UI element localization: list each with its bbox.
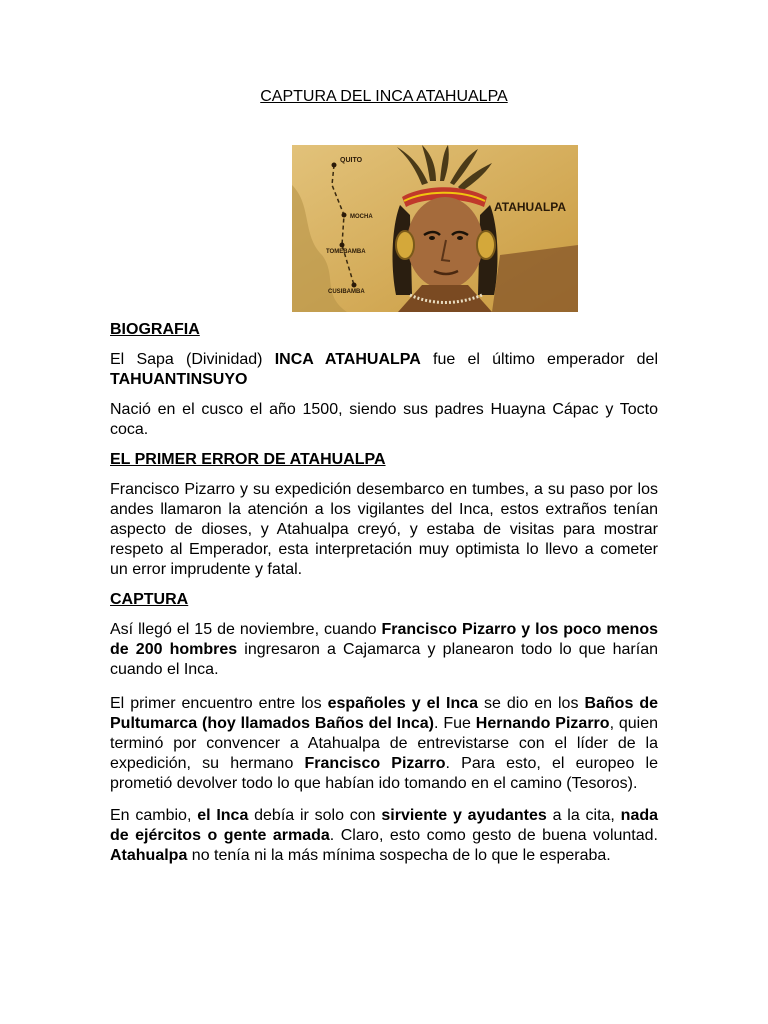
map-label-cusibamba: CUSIBAMBA <box>328 289 365 295</box>
map-label-tomebamba: TOMEBAMBA <box>326 249 366 255</box>
bold-run: nada de ejércitos o gente armada <box>110 807 659 844</box>
bold-run: Hernando Pizarro <box>475 715 610 732</box>
bold-run: Baños de Pultumarca (hoy llamados Baños del Inca) <box>110 695 659 732</box>
bold-run: sirviente y ayudantes <box>381 807 547 824</box>
paragraph-captura-1 <box>110 620 658 680</box>
bold-run: españoles y el Inca <box>327 695 479 712</box>
document-title: CAPTURA DEL INCA ATAHUALPA <box>260 88 508 105</box>
text-run: ingresaron a Cajamarca y planearon todo lo que harían cuando el Inca. <box>110 641 658 678</box>
document-body <box>110 320 658 866</box>
paragraph-biografia-2: Nació en el cusco el año 1500, siendo sus padres Huayna Cápac y Tocto coca. <box>110 401 658 438</box>
map-label-quito: QUITO <box>340 157 363 164</box>
bold-run: Atahualpa <box>110 847 188 864</box>
text-run: Así llegó el 15 de noviembre, cuando <box>110 621 382 638</box>
paragraph-captura-3 <box>110 806 658 866</box>
bold-run: TAHUANTINSUYO <box>110 371 248 388</box>
text-run: El primer encuentro entre los <box>110 695 328 712</box>
text-run: En cambio, <box>110 807 198 824</box>
heading-primer-error: EL PRIMER ERROR DE ATAHUALPA <box>110 451 386 468</box>
text-run: . Fue <box>434 715 476 732</box>
text-run: debía ir solo con <box>248 807 382 824</box>
text-run: se dio en los <box>478 695 585 712</box>
text-run: , quien terminó por convencer a Atahualpa de entrevistarse con el líder de la expedición, su hermano <box>110 715 659 772</box>
illustration-caption: ATAHUALPA <box>494 200 566 214</box>
bold-run: Francisco Pizarro <box>304 755 446 772</box>
text-run: fue el último emperador del <box>420 351 658 368</box>
paragraph-captura-2 <box>110 694 658 794</box>
paragraph-biografia-1 <box>110 350 658 390</box>
text-run: El Sapa (Divinidad) <box>110 351 275 368</box>
paragraph-primer-error: Francisco Pizarro y su expedición desembarco en tumbes, a su paso por los andes llamaron la atención a los vigilantes del Inca, estos extraños tenían aspecto de dioses, y Atahualpa creyó, y estaba de visitas para mostrar respeto al Emperador, esta interpretación muy optimista lo llevo a cometer un error imprudente y fatal. <box>110 481 658 578</box>
text-run: . Claro, esto como gesto de buena voluntad. <box>329 827 658 844</box>
atahualpa-illustration-svg <box>292 145 578 312</box>
text-run: . Para esto, el europeo le prometió devolver todo lo que habían ido tomando en el camino (Tesoros). <box>110 755 658 792</box>
text-run: no tenía ni la más mínima sospecha de lo que le esperaba. <box>187 847 611 864</box>
map-label-mocha: MOCHA <box>350 214 373 220</box>
atahualpa-illustration <box>292 145 578 312</box>
bold-run: el Inca <box>197 807 249 824</box>
heading-biografia: BIOGRAFIA <box>110 321 200 338</box>
text-run: a la cita, <box>546 807 621 824</box>
heading-captura: CAPTURA <box>110 591 189 608</box>
bold-run: INCA ATAHUALPA <box>274 351 421 368</box>
bold-run: Francisco Pizarro y los poco menos de 200 hombres <box>110 621 658 658</box>
